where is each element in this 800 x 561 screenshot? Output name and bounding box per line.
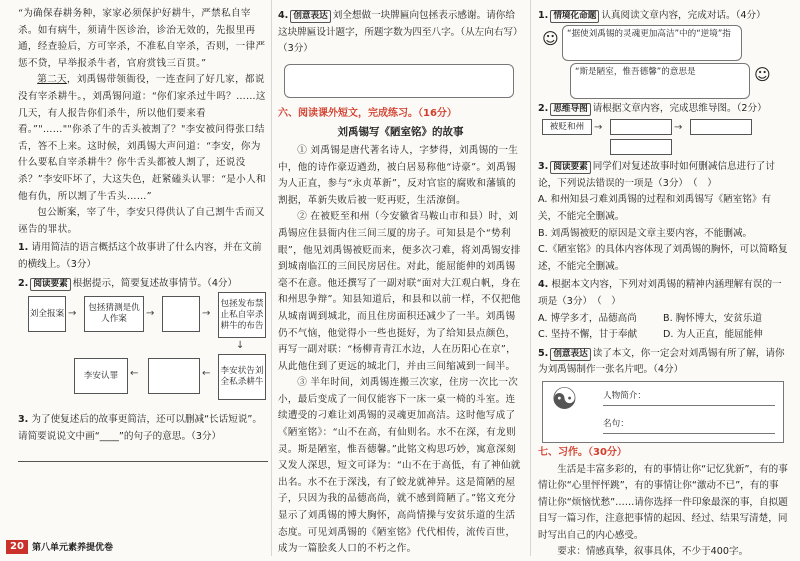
question-c3: 3. 阅读要素 同学们对复述故事时如何删减信息进行了讨论，下列说法错误的一项是（3分）（ ）: [538, 161, 775, 189]
column-right: [538, 6, 788, 561]
flow-box: 李安状告刘全私杀耕牛: [218, 354, 266, 400]
plaque-answer-box[interactable]: [284, 64, 514, 98]
story-paragraph: 第二天，刘禹锡带领衙役，一连查问了好几家，都说没有宰杀耕牛。，刘禹锡问道：“你们家杀过牛吗？……这几天，有人报告你们杀牛，所以他们要来看看。”"……""你杀了牛的舌头被割了？"李安被问得张口结舌，答不上来。这时候，刘禹锡大声问道：“李安，你为什么要私自宰杀耕牛？你牛舌头都被人割了，还说没杀？”李安吓坏了，大这失色，赶紧磕头认罪：“是小人和他有仇，所以割了牛舌头……”: [18, 74, 266, 202]
flow-answer-box[interactable]: [148, 358, 200, 394]
underlined-sentence: 第二天: [37, 74, 67, 86]
section-7-heading: 七、习作。（30分）: [538, 446, 627, 458]
column-middle: [278, 6, 523, 558]
plaque-box-wrap: [278, 62, 523, 102]
arrow-down-icon: ↓: [236, 340, 245, 352]
arrow-right-icon: →: [146, 308, 155, 320]
essay-prompt: 生活是丰富多彩的，有的事情让你“记忆犹新”，有的事情让你“心里怦怦跳”，有的事情让你“激动不已”，有的事情让你“烦恼忧愁”……请你选择一件印象最深的事，自拟题目写一篇习作，注意把事情的起因、经过、结果写清楚，同时写出自己的内心感受。: [538, 463, 788, 541]
column-divider: [271, 0, 272, 556]
arrow-right-icon: →: [68, 308, 77, 320]
option[interactable]: B. 胸怀博大，安贫乐道: [663, 312, 763, 324]
flow-answer-box[interactable]: [162, 296, 200, 332]
question-1: 1. 请用简洁的语言概括这个故事讲了什么内容，并在文前的横线上。（3分）: [18, 242, 262, 270]
option[interactable]: D. 为人正直，能屈能伸: [663, 329, 763, 341]
question-c1: 1. 情境化命题 认真阅读文章内容，完成对话。（4分）: [538, 10, 766, 21]
flow-box: 包拯猜测是仇人作案: [84, 296, 144, 332]
option[interactable]: C.《陋室铭》的具体内容体现了刘禹锡的胸怀，可以简略复述，不能完全删减。: [538, 244, 788, 272]
question-tag: 思维导图: [550, 103, 590, 116]
article-title: 刘禹锡写《陋室铭》的故事: [337, 126, 464, 139]
arrow-left-icon: ←: [202, 368, 211, 380]
speech-bubble: “据使刘禹锡的灵魂更加高洁”中的“逆境”指: [562, 25, 742, 61]
option-grid: [538, 311, 788, 344]
mind-map-start: 被贬和州: [542, 119, 592, 135]
name-card: [542, 381, 784, 443]
arrow-right-icon: →: [202, 308, 211, 320]
question-c2: 2. 思维导图 请根据文章内容，完成思维导图。（2分）: [538, 102, 767, 114]
column-divider: [530, 0, 531, 556]
essay-requirement: 要求：情感真挚，叙事具体，不少于400字。: [557, 546, 749, 558]
section-6-heading: 六、阅读课外短文，完成练习。（16分）: [278, 107, 457, 119]
flowchart: [18, 292, 268, 410]
footer-title: 第八单元素养提优卷: [32, 543, 114, 553]
arrow-right-icon: →: [594, 122, 603, 134]
option[interactable]: A. 博学多才，品德高尚: [538, 312, 637, 324]
arrow-left-icon: ←: [130, 368, 139, 380]
page-number: 20: [6, 540, 28, 554]
card-field[interactable]: 人物简介：: [603, 388, 775, 406]
student-avatar-icon: ☺: [754, 64, 771, 84]
option[interactable]: B. 刘禹锡被贬的原因是文章主要内容，不能删减。: [538, 227, 753, 239]
question-tag: 创意表达: [290, 10, 330, 23]
mind-map: [538, 117, 788, 157]
question-tag: 阅读要素: [550, 161, 590, 174]
mind-map-answer-box[interactable]: [690, 119, 752, 135]
column-left: [18, 6, 268, 462]
question-c4: 4. 根据本文内容，下列对刘禹锡的精神内涵理解有误的一项是（3分）（ ）: [538, 279, 782, 307]
article-paragraph: ② 在被贬至和州（今安徽省马鞍山市和县）时，刘禹锡应住县衙内住三间三厦的房子。可知县是个“势利眼”，他见刘禹锡被贬而来，便多次刁难，将刘禹锡安排到城南临江的三间民房居住。对此，能屈能伸的刘禹锡毫不在意。他还撰写了一副对联“面对大江观白帆，身在和州思争辩”。知县知道后，和县和以前一样，不仅把他从城南调到城北，而且住房面积还减少了一半。刘禹锡仍不气恼，他觉得小一些也挺好，为了给知县点颜色，再写一副对联：“杨柳青青江水边，人在历阳心在京”，从此他住到了更远的城北门，并由三间缩减到一间半。: [278, 211, 521, 372]
story-paragraph: 包公断案，宰了牛，李安只得供认了自己割牛舌而又诬告的罪状。: [18, 207, 265, 235]
option[interactable]: C. 坚持不懈，甘于奉献: [538, 329, 638, 341]
dialogue-area: [538, 25, 788, 99]
question-tag: 创意表达: [550, 348, 590, 361]
question-c5: 5. 创意表达 读了本文，你一定会对刘禹锡有所了解，请你为刘禹锡制作一张名片吧。（4分）: [538, 347, 785, 376]
article-paragraph: ③ 半年时间，刘禹锡连搬三次家，住房一次比一次小，最后变成了一间仅能容下一床一桌一椅的斗室。连续遭受的刁难让刘禹锡的灵魂更加高洁。这时他写成了《陋室铭》：“山不在高，有仙则名。水不在深，有龙则灵。斯是陋室，惟吾德馨。”此铭文构思巧妙，寓意深刻又发人深思，短文可译为：“山不在于高低，有了神仙就出名。水不在于深浅，有了蛟龙就神异。这是简陋的屋子，只因为我的品德高尚，就不感到简陋了。”铭文充分显示了刘禹锡的博大胸怀，高尚情操与安贫乐道的生活态度。可见刘禹锡的《陋室铭》代代相传，流传百世，成为一篇脍炙人口的不朽之作。: [278, 377, 521, 555]
mind-map-answer-box[interactable]: [610, 119, 672, 135]
page-footer: [0, 538, 270, 556]
flow-box: 刘全报案: [28, 296, 66, 332]
option[interactable]: A. 和州知县刁难刘禹锡的过程和刘禹锡写《陋室铭》有关，不能完全删减。: [538, 194, 772, 222]
student-avatar-icon: ☺: [542, 28, 559, 48]
question-tag: 阅读要素: [30, 278, 70, 291]
question-3: 3. 为了使复述后的故事更简洁，还可以删减“长话短说”。请简要说说文中画“____”的句子的意思。（3分）: [18, 414, 262, 442]
question-4: 4. 创意表达 刘全想做一块牌匾向包拯表示感谢。请你给这块牌匾设计题字，所题字数为四至八字。（从左向右写）（3分）: [278, 10, 523, 55]
question-tag: 情境化命题: [550, 10, 599, 23]
card-field[interactable]: 名句：: [603, 416, 775, 434]
article-paragraph: ① 刘禹锡是唐代著名诗人，字梦得，刘禹锡的一生中，他的诗作豪迈遒劲，被白居易称他“诗豪”。刘禹锡为人正直，参与“永贞革新”，反对官宦的腐败和藩镇的割据，革新失败后被一贬再贬，生活潦倒。: [278, 144, 519, 206]
question-2: 2. 阅读要素 根据提示，简要复述故事情节。（4分）: [18, 277, 238, 289]
flow-box: 包拯发布禁止私自宰杀耕牛的布告: [218, 292, 266, 338]
story-paragraph: “为确保春耕务种，家家必须保护好耕牛，严禁私自宰杀。如有病牛，须请牛医诊治，诊治无效的，先报里再通，经查验后，方可宰杀，不准私自宰杀，否则，一律严惩不贷，早举报杀牛者，官府赏钱三百贯。”: [18, 8, 266, 69]
mind-map-answer-box[interactable]: [610, 139, 672, 155]
answer-line[interactable]: [18, 445, 268, 462]
portrait-icon: ☯: [551, 381, 578, 417]
arrow-right-icon: →: [674, 122, 683, 134]
speech-bubble: “斯是陋室，惟吾德馨”的意思是: [570, 63, 750, 99]
flow-box: 李安认罪: [74, 358, 128, 394]
